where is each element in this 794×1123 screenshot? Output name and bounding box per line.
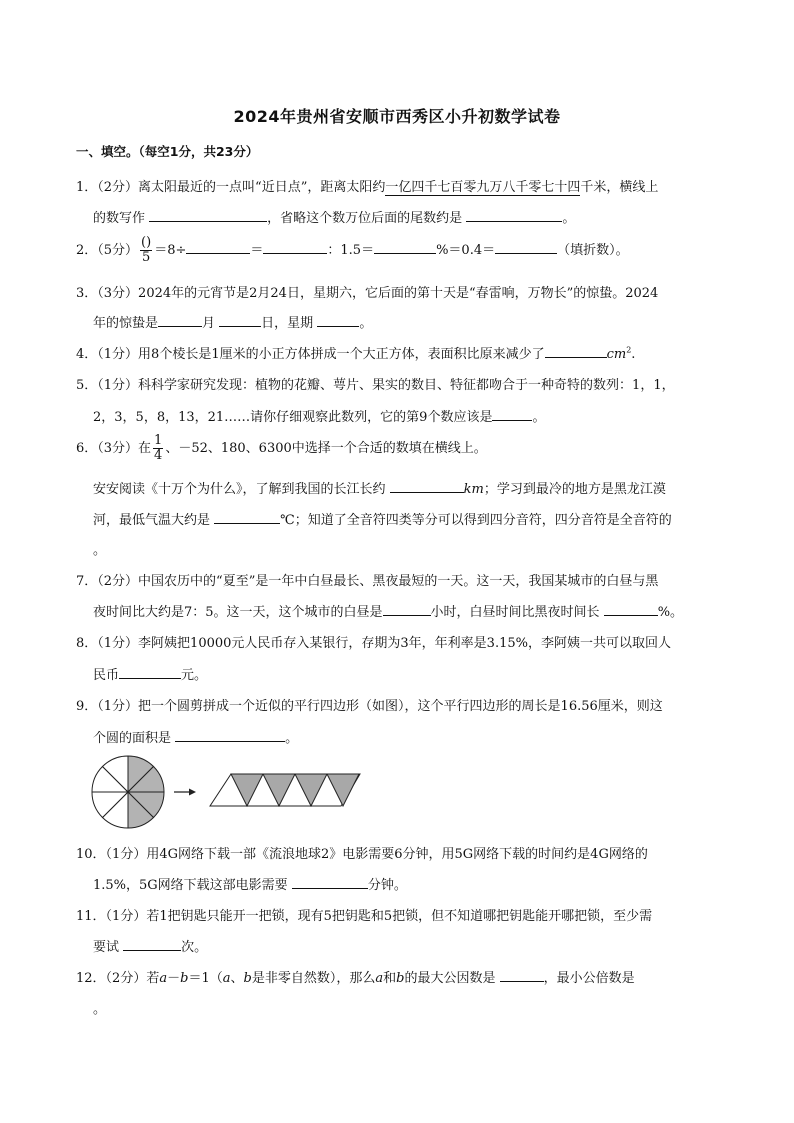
answer-blank[interactable] xyxy=(123,936,181,951)
circle-to-parallelogram-figure xyxy=(90,754,370,832)
answer-blank[interactable] xyxy=(175,727,285,742)
arrow-icon xyxy=(174,789,196,796)
question-6-line-2: 安安阅读《十万个为什么》，了解到我国的长江长约 km；学习到最冷的地方是黑龙江漠 xyxy=(93,478,666,497)
question-1-line-1: 1．（2分）离太阳最近的一点叫“近日点”，距离太阳约一亿四千七百零九万八千零七十四千米，横线上 xyxy=(76,180,659,195)
question-9-line-1: 9．（1分）把一个圆剪拼成一个近似的平行四边形（如图），这个平行四边形的周长是16.56厘米，则这 xyxy=(76,699,663,714)
question-6-line-3: 河，最低气温大约是 ℃；知道了全音符四类等分可以得到四分音符，四分音符是全音符的 xyxy=(93,509,672,528)
question-5-line-2: 2，3，5，8，13，21……请你仔细观察此数列，它的第9个数应该是 。 xyxy=(93,406,545,425)
answer-blank[interactable] xyxy=(149,207,267,222)
sector-circle xyxy=(92,756,164,828)
fraction: $\frac{()}{5}$ xyxy=(141,235,152,265)
question-7-line-2: 夜时间比大约是7：5。这一天，这个城市的白昼是 小时，白昼时间比黑夜时间长 %。 xyxy=(93,601,683,620)
underlined-number-words: 一亿四千七百零九万八千零七十四 xyxy=(385,180,581,195)
answer-blank[interactable] xyxy=(292,874,368,889)
question-9-line-2: 个圆的面积是 。 xyxy=(93,727,298,746)
answer-blank[interactable] xyxy=(374,239,436,254)
question-8-line-2: 民币 元。 xyxy=(93,664,207,683)
question-12-line-1: 12．（2分）若a－b＝1（a、b是非零自然数），那么a和b的最大公因数是 ，最小公倍数是 xyxy=(76,967,635,986)
section-heading: 一、填空。（每空1分，共23分） xyxy=(76,144,259,159)
question-12-line-2: 。 xyxy=(93,1002,107,1017)
answer-blank[interactable] xyxy=(186,239,250,254)
answer-blank[interactable] xyxy=(119,664,181,679)
question-1-line-2: 的数写作 ，省略这个数万位后面的尾数约是 。 xyxy=(93,207,575,226)
answer-blank[interactable] xyxy=(604,601,658,616)
question-6-line-4: 。 xyxy=(93,543,107,558)
answer-blank[interactable] xyxy=(317,312,359,327)
question-10-line-2: 1.5%，5G网络下载这部电影需要 分钟。 xyxy=(93,874,407,893)
question-3-line-1: 3．（3分）2024年的元宵节是2月24日，星期六，它后面的第十天是“春雷响，万物长”的惊蛰。2024 xyxy=(76,286,659,301)
answer-blank[interactable] xyxy=(500,967,544,982)
question-11-line-2: 要试 次。 xyxy=(93,936,207,955)
question-2: 2．（5分） $\frac{()}{5}$ ＝8÷ ＝ ：1.5＝ %＝0.4＝ （填折数）。 xyxy=(76,235,629,265)
answer-blank[interactable] xyxy=(214,509,280,524)
question-5-line-1: 5．（1分）科科学家研究发现：植物的花瓣、萼片、果实的数目、特征都吻合于一种奇特的数列：1，1， xyxy=(76,378,675,393)
question-6-line-1: 6．（3分）在 $\frac{1}{4}$ 、－52、180、6300中选择一个合适的数填在横线上。 xyxy=(76,433,487,463)
question-7-line-1: 7．（2分）中国农历中的“夏至”是一年中白昼最长、黑夜最短的一天。这一天，我国某城市的白昼与黑 xyxy=(76,574,659,589)
answer-blank[interactable] xyxy=(158,312,202,327)
question-10-line-1: 10．（1分）用4G网络下载一部《流浪地球2》电影需要6分钟，用5G网络下载的时间约是4G网络的 xyxy=(76,847,648,862)
fraction: $\frac{1}{4}$ xyxy=(154,433,163,463)
answer-blank[interactable] xyxy=(495,239,557,254)
answer-blank[interactable] xyxy=(383,601,431,616)
question-4: 4．（1分）用8个棱长是1厘米的小正方体拼成一个大正方体，表面积比原来减少了 $cm^2$. xyxy=(76,343,635,362)
parallelogram-shape xyxy=(210,774,360,806)
answer-blank[interactable] xyxy=(390,478,464,493)
answer-blank[interactable] xyxy=(545,343,607,358)
answer-blank[interactable] xyxy=(492,406,532,421)
answer-blank[interactable] xyxy=(466,207,562,222)
answer-blank[interactable] xyxy=(219,312,261,327)
question-8-line-1: 8．（1分）李阿姨把10000元人民币存入某银行，存期为3年，年利率是3.15%，李阿姨一共可以取回人 xyxy=(76,636,671,651)
page-title: 2024年贵州省安顺市西秀区小升初数学试卷 xyxy=(233,107,561,126)
answer-blank[interactable] xyxy=(263,239,327,254)
question-11-line-1: 11．（1分）若1把钥匙只能开一把锁，现有5把钥匙和5把锁，但不知道哪把钥匙能开哪把锁，至少需 xyxy=(76,909,653,924)
question-3-line-2: 年的惊蛰是 月 日，星期 。 xyxy=(93,312,372,331)
